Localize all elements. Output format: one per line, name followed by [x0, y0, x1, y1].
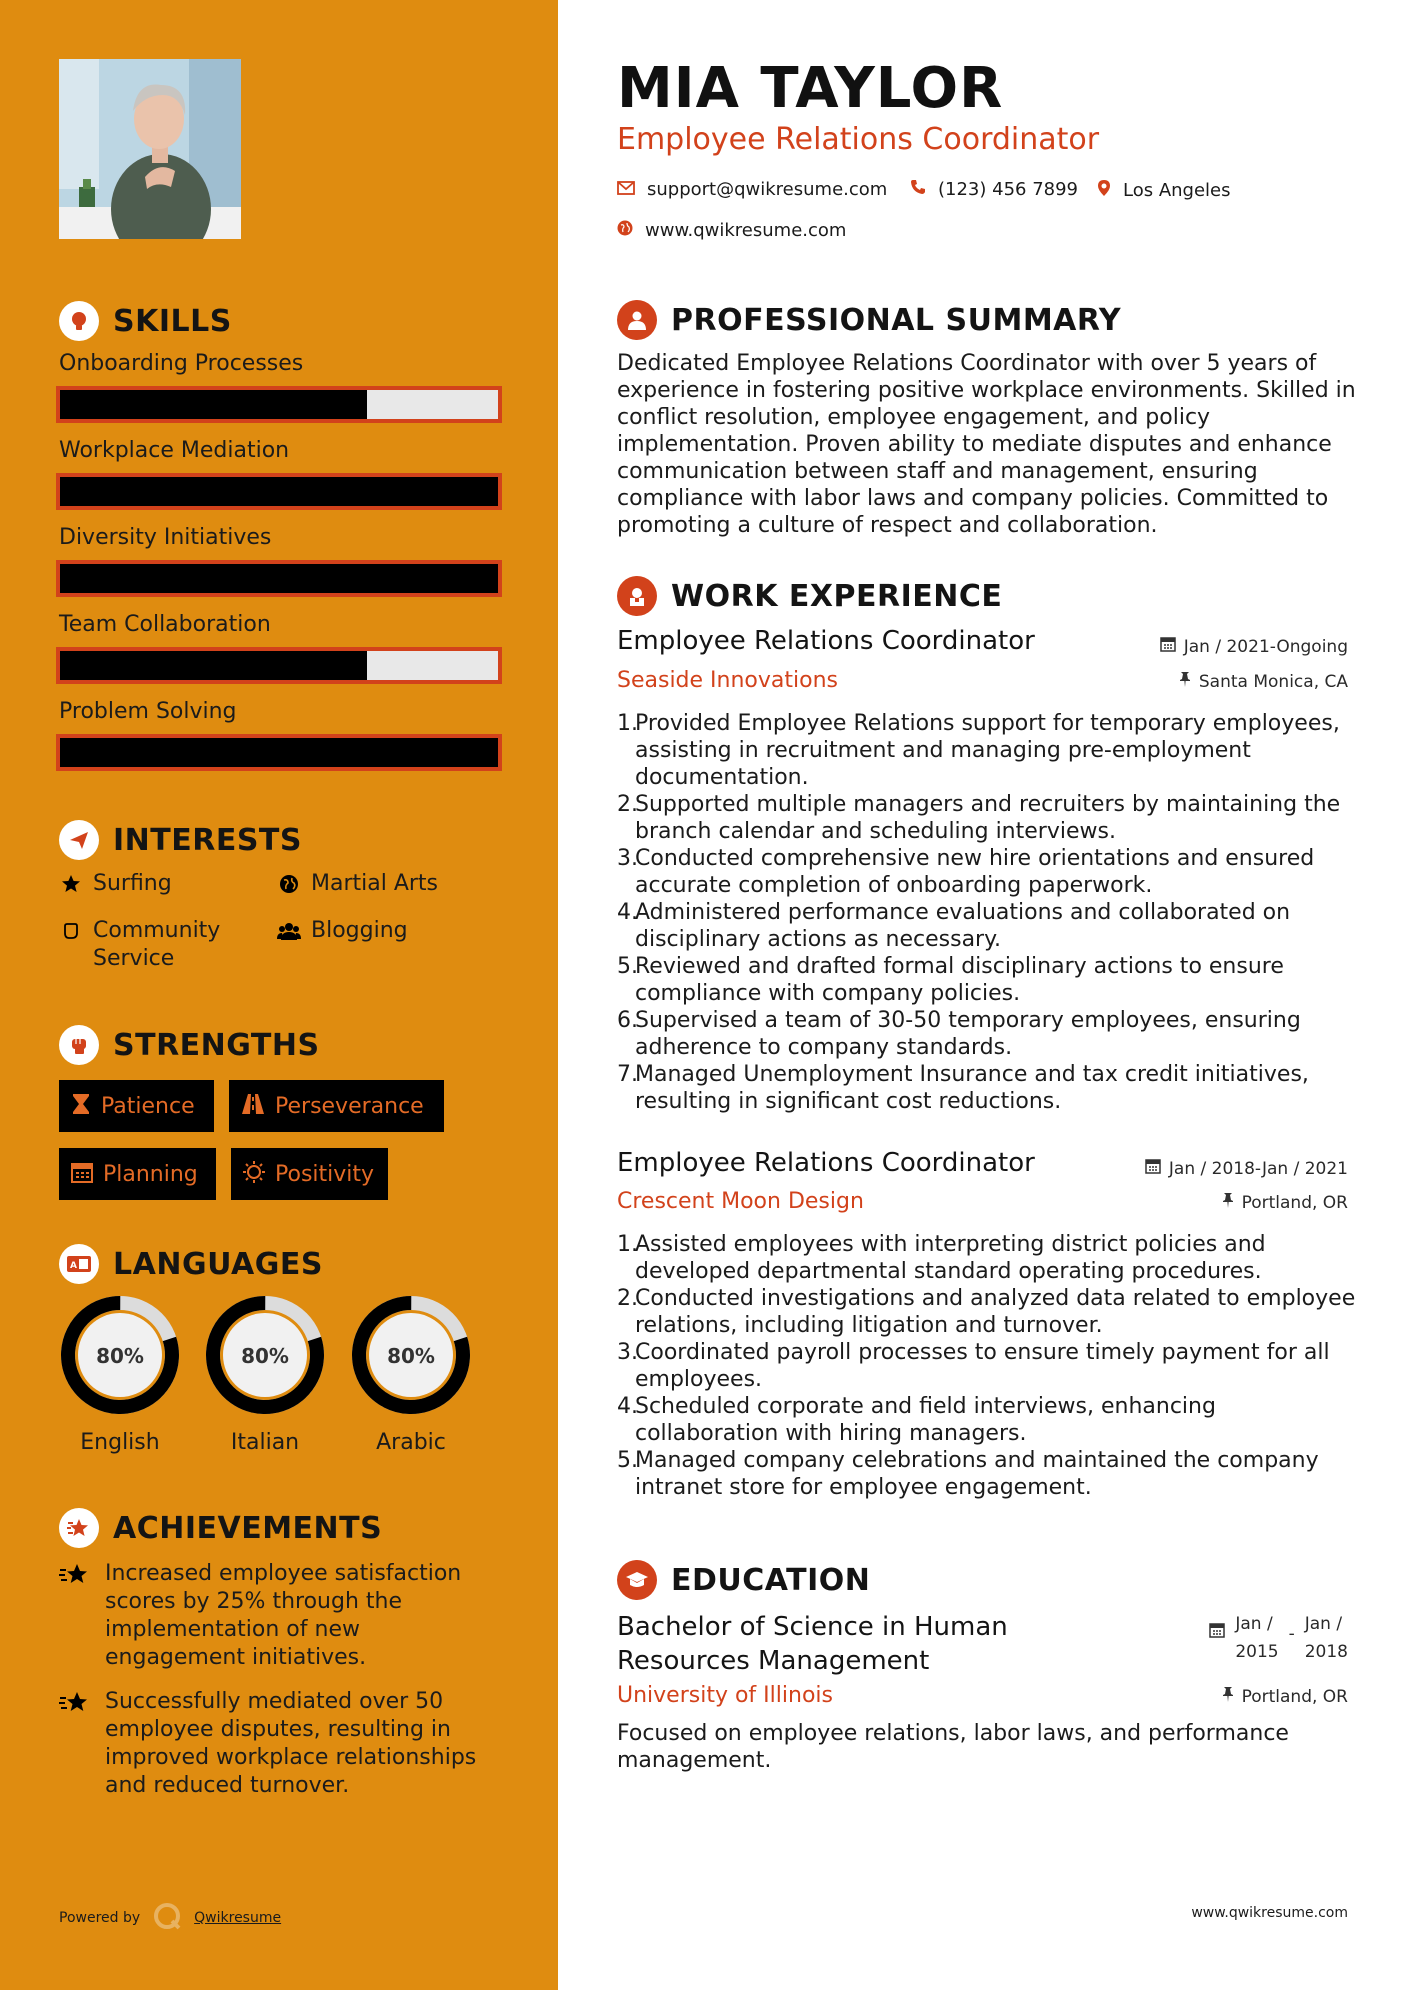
globe-icon — [617, 220, 633, 241]
medal-icon — [59, 1508, 99, 1548]
contact-website — [617, 220, 846, 241]
globe-icon — [277, 870, 301, 898]
language-label: Arabic — [376, 1430, 446, 1455]
interest-label: Community Service — [93, 918, 221, 971]
skill-bar-fill — [60, 390, 367, 419]
duty-item: Supported multiple managers and recruiters by maintaining the branch calendar and scheduling interviews. — [635, 792, 1341, 844]
duty-item: Supervised a team of 30-50 temporary employees, ensuring adherence to company standards. — [635, 1008, 1301, 1060]
skills-heading — [59, 301, 232, 341]
lightbulb-icon — [59, 301, 99, 341]
language-ring — [350, 1294, 472, 1416]
duty-item: Conducted comprehensive new hire orientations and ensured accurate completion of onboarding paperwork. — [635, 846, 1315, 898]
job-location — [1179, 671, 1348, 692]
qwikresume-link[interactable]: Qwikresume — [194, 1910, 282, 1926]
skill-bar-fill — [60, 564, 498, 593]
date-separator: - — [1288, 1624, 1295, 1644]
interest-label: Surfing — [93, 871, 172, 896]
summary-text: Dedicated Employee Relations Coordinator with over 5 years of experience in fostering positive workplace environments. Skilled in conflict resolution, employee engagement, and policy implementation. Proven ability to mediate disputes and enhance communication between staff and management, ensuring compliance with labor laws and company policies. Committed to promoting a culture of respect and collaboration. — [617, 351, 1356, 538]
language-icon — [59, 1244, 99, 1284]
duty-item: Coordinated payroll processes to ensure timely payment for all employees. — [635, 1340, 1330, 1392]
duty-item: Scheduled corporate and field interviews, enhancing collaboration with hiring managers. — [635, 1394, 1216, 1446]
job-title: Employee Relations Coordinator — [617, 626, 1035, 656]
location-text: Los Angeles — [1123, 180, 1231, 201]
shooting-star-icon — [59, 1688, 93, 1800]
strengths-title: STRENGTHS — [113, 1027, 320, 1063]
duty-item: Provided Employee Relations support for temporary employees, assisting in recruitment and managing pre-employment documentation. — [635, 711, 1340, 790]
job-location-text: Portland, OR — [1241, 1192, 1348, 1213]
education-location — [1222, 1686, 1348, 1707]
skill-bar — [56, 473, 502, 510]
education-end-month: Jan / — [1304, 1614, 1343, 1634]
skill-bar — [56, 386, 502, 423]
skill-bar — [56, 734, 502, 771]
languages-title: LANGUAGES — [113, 1246, 323, 1282]
skill-bar — [56, 647, 502, 684]
school-name: University of Illinois — [617, 1683, 833, 1708]
strength-chip — [231, 1148, 388, 1200]
company-name: Seaside Innovations — [617, 668, 838, 693]
users-icon — [277, 917, 301, 945]
language-ring — [59, 1294, 181, 1416]
language-percent: 80% — [241, 1344, 289, 1368]
job-dates — [1160, 636, 1348, 657]
main-content — [558, 0, 1407, 1990]
job-duties — [617, 1231, 1357, 1501]
calendar-icon — [71, 1161, 93, 1187]
user-icon — [617, 300, 657, 340]
interests-heading — [59, 820, 302, 860]
skill-bar-fill — [60, 738, 498, 767]
phone-icon — [910, 179, 926, 200]
job-dates-text: Jan / 2018-Jan / 2021 — [1168, 1158, 1348, 1179]
company-name: Crescent Moon Design — [617, 1189, 864, 1214]
summary-heading — [617, 300, 1121, 340]
svg-text:A: A — [70, 1261, 77, 1271]
skill-label: Diversity Initiatives — [59, 525, 272, 550]
shooting-star-icon — [59, 1560, 93, 1672]
contact-phone — [910, 179, 1078, 200]
interest-label: Blogging — [311, 918, 408, 943]
job-title: Employee Relations Coordinator — [617, 1148, 1035, 1178]
summary-title: PROFESSIONAL SUMMARY — [671, 302, 1122, 338]
interest-item — [277, 917, 408, 945]
languages-heading — [59, 1244, 323, 1284]
star-icon — [59, 870, 83, 898]
pushpin-icon — [1222, 1192, 1234, 1213]
contact-location — [1097, 179, 1231, 202]
education-start-year: 2015 — [1235, 1642, 1279, 1662]
job-location-text: Santa Monica, CA — [1198, 671, 1348, 692]
strength-label: Positivity — [275, 1161, 375, 1187]
degree-title: Bachelor of Science in Human Resources Management — [617, 1612, 1008, 1676]
education-dates — [1209, 1610, 1348, 1666]
pushpin-icon — [1179, 671, 1191, 692]
duty-item: Managed company celebrations and maintained the company intranet store for employee engagement. — [635, 1448, 1319, 1500]
education-description: Focused on employee relations, labor laws, and performance management. — [617, 1721, 1289, 1773]
contact-email — [617, 179, 887, 200]
language-label: English — [80, 1430, 160, 1455]
powered-by — [59, 1901, 281, 1935]
education-start-month: Jan / — [1235, 1614, 1273, 1634]
achievement-text: Successfully mediated over 50 employee disputes, resulting in improved workplace relationships and reduced turnover. — [105, 1689, 477, 1798]
interests-title: INTERESTS — [113, 822, 302, 858]
qwikresume-logo-icon — [152, 1901, 182, 1935]
education-heading — [617, 1560, 870, 1600]
skill-label: Problem Solving — [59, 699, 237, 724]
education-end-year: 2018 — [1304, 1642, 1348, 1662]
experience-title: WORK EXPERIENCE — [671, 578, 1003, 614]
paper-plane-icon — [59, 820, 99, 860]
graduation-cap-icon — [617, 1560, 657, 1600]
strength-label: Perseverance — [275, 1093, 424, 1119]
calendar-icon — [1209, 1610, 1225, 1666]
skill-bar — [56, 560, 502, 597]
hand-icon — [59, 917, 83, 945]
calendar-icon — [1145, 1158, 1161, 1179]
interest-item — [59, 870, 172, 898]
powered-by-label: Powered by — [59, 1910, 141, 1926]
fist-icon — [59, 1025, 99, 1065]
strength-chip — [59, 1148, 216, 1200]
profile-photo — [59, 59, 241, 239]
website-text[interactable]: www.qwikresume.com — [645, 220, 847, 241]
skill-label: Onboarding Processes — [59, 351, 304, 376]
skill-bar-fill — [60, 651, 367, 680]
strength-label: Patience — [101, 1093, 195, 1119]
pushpin-icon — [1222, 1686, 1234, 1707]
education-start — [1235, 1610, 1278, 1666]
map-pin-icon — [1097, 179, 1111, 202]
interest-item — [59, 917, 259, 973]
strength-label: Planning — [103, 1161, 198, 1187]
achievement-text: Increased employee satisfaction scores by 25% through the implementation of new engagement initiatives. — [105, 1561, 462, 1670]
job-dates-text: Jan / 2021-Ongoing — [1183, 636, 1348, 657]
experience-heading — [617, 576, 1002, 616]
skills-title: SKILLS — [113, 303, 232, 339]
interest-item — [277, 870, 438, 898]
language-percent: 80% — [96, 1344, 144, 1368]
duty-item: Managed Unemployment Insurance and tax credit initiatives, resulting in significant cost reductions. — [635, 1062, 1309, 1114]
language-label: Italian — [230, 1430, 300, 1455]
duty-item: Reviewed and drafted formal disciplinary actions to ensure compliance with company policies. — [635, 954, 1284, 1006]
education-location-text: Portland, OR — [1241, 1686, 1348, 1707]
envelope-icon — [617, 179, 635, 200]
footer-url[interactable]: www.qwikresume.com — [1191, 1905, 1348, 1921]
achievement-item — [59, 1688, 499, 1800]
education-end — [1305, 1610, 1348, 1666]
job-duties — [617, 710, 1357, 1115]
strengths-heading — [59, 1025, 320, 1065]
hourglass-icon — [71, 1093, 91, 1119]
education-title: EDUCATION — [671, 1562, 871, 1598]
achievements-title: ACHIEVEMENTS — [113, 1510, 383, 1546]
phone-text[interactable]: (123) 456 7899 — [938, 179, 1079, 200]
skill-label: Workplace Mediation — [59, 438, 290, 463]
strength-chip — [59, 1080, 214, 1132]
job-dates — [1145, 1158, 1348, 1179]
skill-bar-fill — [60, 477, 498, 506]
strength-chip — [229, 1080, 444, 1132]
interest-label: Martial Arts — [311, 871, 439, 896]
sun-icon — [243, 1161, 265, 1187]
candidate-name: MIA TAYLOR — [617, 56, 1004, 121]
duty-item: Conducted investigations and analyzed data related to employee relations, including litigation and turnover. — [635, 1286, 1356, 1338]
road-icon — [241, 1093, 265, 1119]
email-text[interactable]: support@qwikresume.com — [647, 179, 888, 200]
duty-item: Assisted employees with interpreting district policies and developed departmental standard operating procedures. — [635, 1232, 1266, 1284]
achievement-item — [59, 1560, 499, 1672]
candidate-role: Employee Relations Coordinator — [617, 122, 1100, 157]
calendar-icon — [1160, 636, 1176, 657]
job-location — [1222, 1192, 1348, 1213]
language-ring — [204, 1294, 326, 1416]
skill-label: Team Collaboration — [59, 612, 271, 637]
sidebar — [0, 0, 558, 1990]
language-percent: 80% — [387, 1344, 435, 1368]
duty-item: Administered performance evaluations and collaborated on disciplinary actions as necessary. — [635, 900, 1291, 952]
briefcase-icon — [617, 576, 657, 616]
achievements-heading — [59, 1508, 382, 1548]
